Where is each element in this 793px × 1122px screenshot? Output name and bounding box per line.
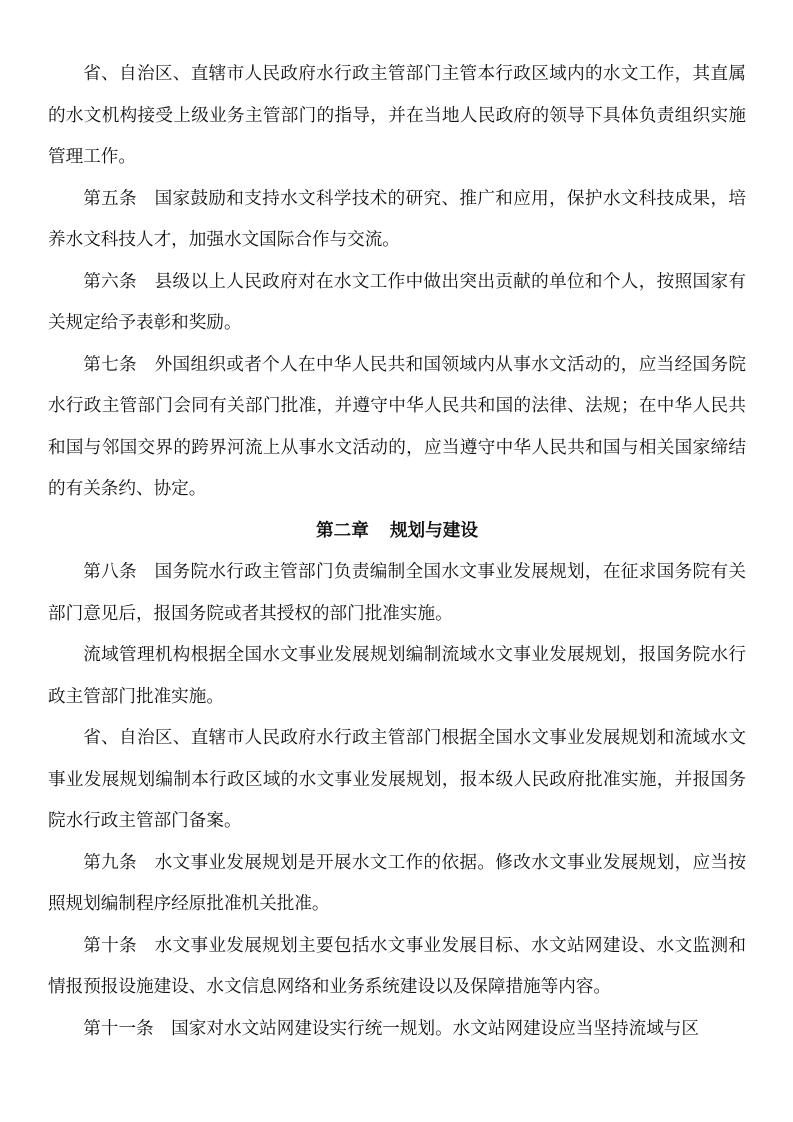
article-7	[48, 345, 746, 511]
article-number: 第九条	[83, 852, 137, 873]
paragraph	[48, 54, 746, 179]
article-number: 第五条	[83, 188, 137, 209]
chapter-heading	[48, 511, 746, 553]
article-8	[48, 552, 746, 635]
article-11	[48, 1009, 746, 1051]
article-number: 第八条	[83, 562, 137, 582]
paragraph-text: 省、自治区、直辖市人民政府水行政主管部门主管本行政区域内的水文工作，其直属的水文机构接受上级业务主管部门的指导，并在当地人民政府的领导下具体负责组织实施管理工作。	[48, 64, 746, 167]
article-text: 国务院水行政主管部门负责编制全国水文事业发展规划，在征求国务院有关部门意见后，报国务院或者其授权的部门批准实施。	[48, 562, 746, 624]
chapter-number: 第二章	[316, 520, 369, 541]
article-text: 国家鼓励和支持水文科学技术的研究、推广和应用，保护水文科技成果，培养水文科技人才，加强水文国际合作与交流。	[48, 188, 746, 250]
article-9	[48, 843, 746, 926]
article-number: 第六条	[83, 271, 137, 292]
paragraph-text: 省、自治区、直辖市人民政府水行政主管部门根据全国水文事业发展规划和流域水文事业发展规划编制本行政区域的水文事业发展规划，报本级人民政府批准实施，并报国务院水行政主管部门备案。	[48, 728, 746, 831]
article-10	[48, 926, 746, 1009]
paragraph	[48, 635, 746, 718]
article-text: 外国组织或者个人在中华人民共和国领域内从事水文活动的，应当经国务院水行政主管部门会同有关部门批准，并遵守中华人民共和国的法律、法规；在中华人民共和国与邻国交界的跨界河流上从事水文活动的，应当遵守中华人民共和国与相关国家缔结的有关条约、协定。	[48, 354, 746, 499]
chapter-title: 规划与建设	[389, 520, 478, 541]
article-6	[48, 262, 746, 345]
paragraph	[48, 718, 746, 843]
article-number: 第十条	[83, 935, 137, 956]
article-number: 第七条	[83, 354, 137, 375]
article-text: 水文事业发展规划主要包括水文事业发展目标、水文站网建设、水文监测和情报预报设施建设、水文信息网络和业务系统建设以及保障措施等内容。	[48, 935, 746, 997]
document-page	[48, 54, 746, 1050]
article-text: 国家对水文站网建设实行统一规划。水文站网建设应当坚持流域与区	[171, 1018, 699, 1039]
article-text: 水文事业发展规划是开展水文工作的依据。修改水文事业发展规划，应当按照规划编制程序经原批准机关批准。	[48, 852, 746, 914]
article-5	[48, 179, 746, 262]
article-number: 第十一条	[83, 1018, 154, 1039]
paragraph-text: 流域管理机构根据全国水文事业发展规划编制流域水文事业发展规划，报国务院水行政主管部门批准实施。	[48, 645, 746, 707]
article-text: 县级以上人民政府对在水文工作中做出突出贡献的单位和个人，按照国家有关规定给予表彰和奖励。	[48, 271, 746, 333]
